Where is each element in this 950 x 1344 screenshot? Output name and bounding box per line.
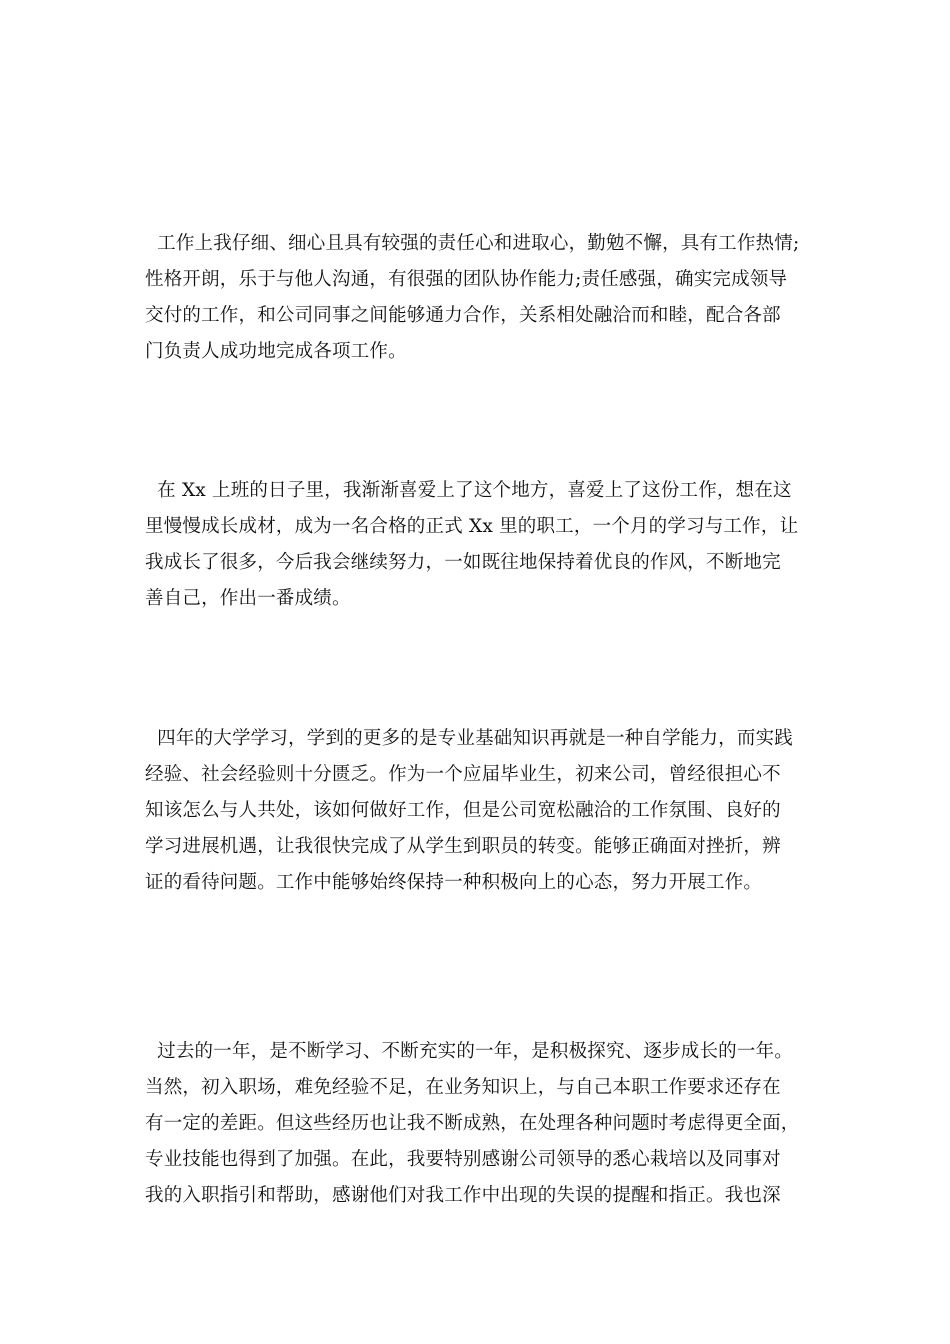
paragraph-line: 里慢慢成长成材，成为一名合格的正式 Xx 里的职工，一个月的学习与工作，让 bbox=[145, 516, 799, 537]
paragraph-line: 在 Xx 上班的日子里，我渐渐喜爱上了这个地方，喜爱上了这份工作，想在这 bbox=[145, 480, 792, 501]
paragraph-line: 我的入职指引和帮助，感谢他们对我工作中出现的失误的提醒和指正。我也深 bbox=[145, 1185, 781, 1206]
paragraph-university bbox=[145, 721, 815, 901]
paragraph-line: 我成长了很多，今后我会继续努力，一如既往地保持着优良的作风，不断地完 bbox=[145, 552, 781, 573]
paragraph-line: 工作上我仔细、细心且具有较强的责任心和进取心，勤勉不懈，具有工作热情; bbox=[145, 233, 800, 254]
paragraph-line: 交付的工作，和公司同事之间能够通力合作，关系相处融洽而和睦，配合各部 bbox=[145, 305, 781, 326]
paragraph-line: 经验、社会经验则十分匮乏。作为一个应届毕业生，初来公司，曾经很担心不 bbox=[145, 764, 781, 785]
paragraph-line: 四年的大学学习，学到的更多的是专业基础知识再就是一种自学能力，而实践 bbox=[145, 728, 793, 749]
paragraph-line: 善自己，作出一番成绩。 bbox=[145, 588, 351, 609]
paragraph-line: 学习进展机遇，让我很快完成了从学生到职员的转变。能够正确面对挫折，辨 bbox=[145, 836, 781, 857]
paragraph-line: 门负责人成功地完成各项工作。 bbox=[145, 341, 407, 362]
paragraph-line: 过去的一年，是不断学习、不断充实的一年，是积极探究、逐步成长的一年。 bbox=[145, 1041, 793, 1062]
paragraph-workplace bbox=[145, 473, 815, 617]
paragraph-line: 知该怎么与人共处，该如何做好工作，但是公司宽松融洽的工作氛围、良好的 bbox=[145, 800, 781, 821]
paragraph-line: 有一定的差距。但这些经历也让我不断成熟，在处理各种问题时考虑得更全面， bbox=[145, 1113, 800, 1134]
paragraph-line: 性格开朗，乐于与他人沟通，有很强的团队协作能力;责任感强，确实完成领导 bbox=[145, 269, 788, 290]
paragraph-line: 专业技能也得到了加强。在此，我要特别感谢公司领导的悉心栽培以及同事对 bbox=[145, 1149, 781, 1170]
paragraph-work-attitude bbox=[145, 226, 815, 370]
paragraph-line: 证的看待问题。工作中能够始终保持一种积极向上的心态，努力开展工作。 bbox=[145, 872, 763, 893]
paragraph-past-year bbox=[145, 1034, 815, 1214]
paragraph-line: 当然，初入职场，难免经验不足，在业务知识上，与自己本职工作要求还存在 bbox=[145, 1077, 781, 1098]
